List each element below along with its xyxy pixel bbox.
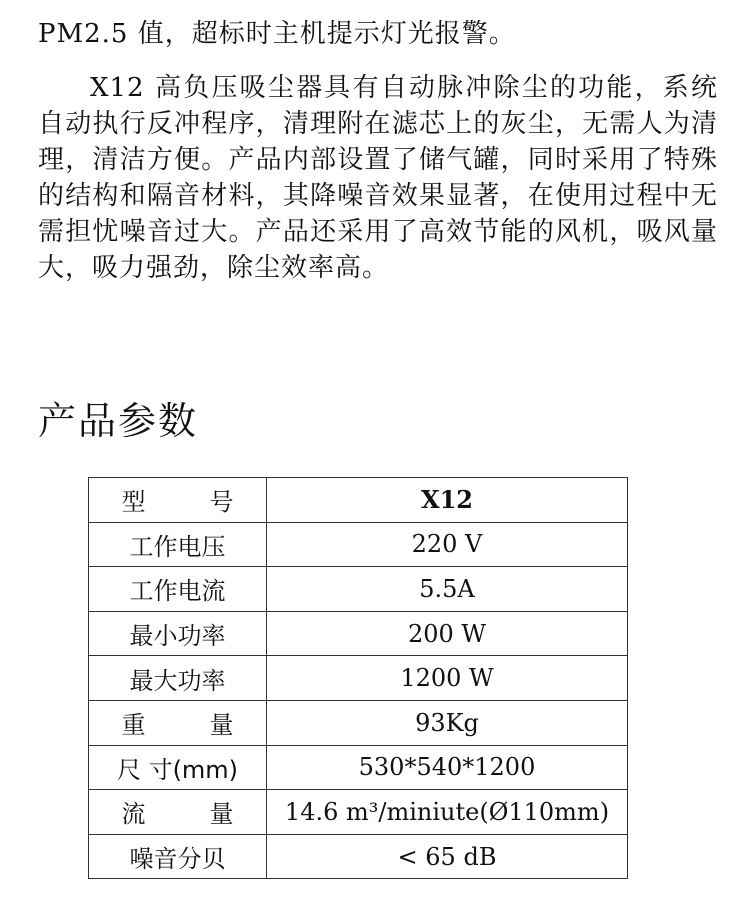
param-label-model	[89, 478, 267, 523]
param-label-noise: 噪音分贝	[89, 834, 267, 879]
param-label-model-char-2: 号	[209, 488, 234, 517]
param-label-model-char-1: 型	[121, 488, 146, 517]
table-row-flow	[89, 790, 628, 835]
product-parameters-table	[88, 477, 628, 879]
table-row-model	[89, 478, 628, 523]
table-row-current	[89, 567, 628, 612]
intro-paragraph-fragment: PM2.5 值，超标时主机提示灯光报警。	[38, 19, 516, 49]
param-label-weight-char-2: 量	[209, 711, 234, 740]
param-label-max-power: 最大功率	[89, 656, 267, 701]
param-value-model: X12	[267, 478, 628, 523]
param-value-flow: 14.6 m³/miniute(Ø110mm)	[267, 790, 628, 835]
param-value-max-power: 1200 W	[267, 656, 628, 701]
param-label-size: 尺 寸(mm)	[89, 745, 267, 790]
table-row-noise	[89, 834, 628, 879]
param-label-voltage: 工作电压	[89, 522, 267, 567]
param-value-min-power: 200 W	[267, 611, 628, 656]
table-row-max-power	[89, 656, 628, 701]
param-value-current: 5.5A	[267, 567, 628, 612]
table-row-min-power	[89, 611, 628, 656]
product-description-paragraph: X12 高负压吸尘器具有自动脉冲除尘的功能，系统自动执行反冲程序，清理附在滤芯上的灰尘，无需人为清理，清洁方便。产品内部设置了储气罐，同时采用了特殊的结构和隔音材料，其降噪音效果显著，在使用过程中无需担忧噪音过大。产品还采用了高效节能的风机，吸风量大，吸力强劲，除尘效率高。	[38, 73, 718, 283]
param-value-size: 530*540*1200	[267, 745, 628, 790]
param-label-flow-char-1: 流	[121, 800, 146, 829]
param-label-flow	[89, 790, 267, 835]
param-value-voltage: 220 V	[267, 522, 628, 567]
param-label-weight	[89, 700, 267, 745]
param-label-min-power: 最小功率	[89, 611, 267, 656]
param-value-weight: 93Kg	[267, 700, 628, 745]
param-label-current: 工作电流	[89, 567, 267, 612]
section-title: 产品参数	[38, 399, 199, 443]
table-row-weight	[89, 700, 628, 745]
table-row-size	[89, 745, 628, 790]
param-label-weight-char-1: 重	[121, 711, 146, 740]
param-value-noise: < 65 dB	[267, 834, 628, 879]
param-label-flow-char-2: 量	[209, 800, 234, 829]
table-row-voltage	[89, 522, 628, 567]
